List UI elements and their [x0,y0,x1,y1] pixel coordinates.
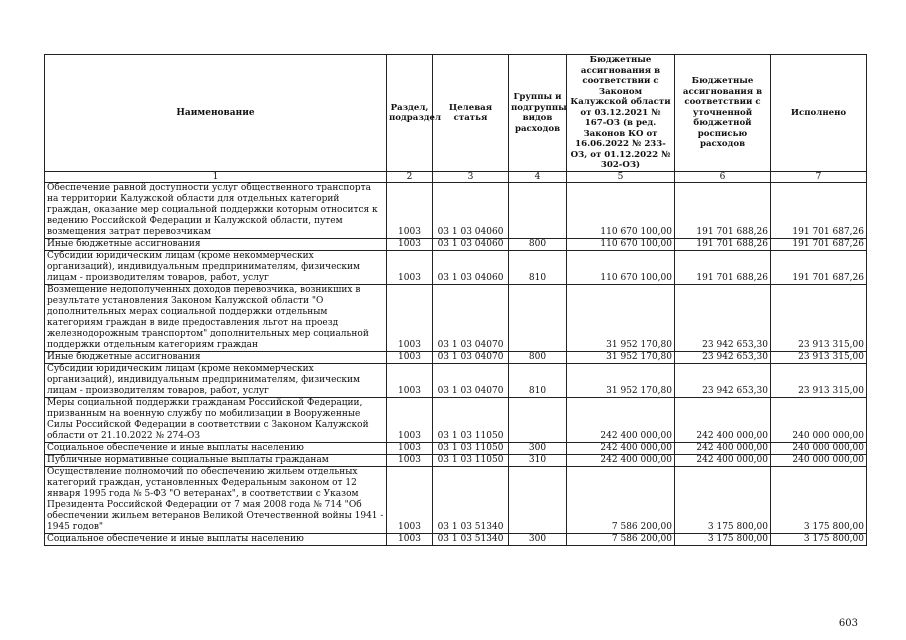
row-refined: 3 175 800,00 [675,534,771,546]
table-row [45,534,867,546]
row-group: 300 [509,443,567,455]
row-refined: 191 701 688,26 [675,183,771,239]
row-group [509,398,567,443]
row-name: Социальное обеспечение и иные выплаты населению [45,534,387,546]
row-group: 810 [509,251,567,285]
row-section: 1003 [387,285,433,352]
row-group [509,285,567,352]
row-name: Возмещение недополученных доходов перевозчика, возникших в результате установления Законом Калужской области "О дополнительных мерах социальной поддержки отдельным категориям граждан в виде предоставления льгот на проезд железнодорожным транспортом" дополнительных мер социальной поддержки отдельным категориям граждан [45,285,387,352]
row-article: 03 1 03 04070 [433,285,509,352]
table-row [45,443,867,455]
column-number: 5 [567,172,675,183]
row-article: 03 1 03 11050 [433,398,509,443]
row-assigned: 110 670 100,00 [567,183,675,239]
row-name: Социальное обеспечение и иные выплаты населению [45,443,387,455]
row-refined: 242 400 000,00 [675,398,771,443]
page-number: 603 [838,618,858,629]
table-row [45,364,867,398]
row-assigned: 31 952 170,80 [567,285,675,352]
row-assigned: 110 670 100,00 [567,251,675,285]
row-refined: 191 701 688,26 [675,251,771,285]
table-row [45,183,867,239]
header-section: Раздел, подраздел [387,55,433,172]
header-executed: Исполнено [771,55,867,172]
row-executed: 3 175 800,00 [771,534,867,546]
row-assigned: 7 586 200,00 [567,534,675,546]
column-number: 3 [433,172,509,183]
row-executed: 191 701 687,26 [771,183,867,239]
column-numbers-row [45,172,867,183]
table-row [45,352,867,364]
row-refined: 242 400 000,00 [675,455,771,467]
row-name: Субсидии юридическим лицам (кроме некоммерческих организаций), индивидуальным предпринимателям, физическим лицам - производителям товаров, работ, услуг [45,364,387,398]
table-row [45,455,867,467]
row-group: 810 [509,364,567,398]
header-refined: Бюджетные ассигнования в соответствии с уточненной бюджетной росписью расходов [675,55,771,172]
row-article: 03 1 03 04070 [433,352,509,364]
row-name: Меры социальной поддержки гражданам Российской Федерации, призванным на военную службу по мобилизации в Вооруженные Силы Российской Федерации в соответствии с Законом Калужской области от 21.10.2022 № 274-ОЗ [45,398,387,443]
row-executed: 191 701 687,26 [771,251,867,285]
row-section: 1003 [387,239,433,251]
row-group [509,467,567,534]
row-name: Публичные нормативные социальные выплаты гражданам [45,455,387,467]
row-refined: 3 175 800,00 [675,467,771,534]
row-article: 03 1 03 51340 [433,534,509,546]
row-name: Субсидии юридическим лицам (кроме некоммерческих организаций), индивидуальным предпринимателям, физическим лицам - производителям товаров, работ, услуг [45,251,387,285]
header-row [45,55,867,172]
row-section: 1003 [387,251,433,285]
row-article: 03 1 03 04060 [433,239,509,251]
row-section: 1003 [387,352,433,364]
row-refined: 23 942 653,30 [675,352,771,364]
row-article: 03 1 03 04060 [433,251,509,285]
row-refined: 191 701 688,26 [675,239,771,251]
table-row [45,239,867,251]
row-group: 800 [509,239,567,251]
table-row [45,398,867,443]
row-executed: 3 175 800,00 [771,467,867,534]
row-assigned: 242 400 000,00 [567,398,675,443]
row-article: 03 1 03 11050 [433,455,509,467]
row-section: 1003 [387,364,433,398]
row-group: 800 [509,352,567,364]
row-group: 300 [509,534,567,546]
row-refined: 23 942 653,30 [675,285,771,352]
row-refined: 242 400 000,00 [675,443,771,455]
row-article: 03 1 03 04070 [433,364,509,398]
row-assigned: 31 952 170,80 [567,352,675,364]
row-article: 03 1 03 51340 [433,467,509,534]
table-row [45,467,867,534]
row-article: 03 1 03 04060 [433,183,509,239]
row-group: 310 [509,455,567,467]
row-section: 1003 [387,443,433,455]
row-name: Осуществление полномочий по обеспечению жильем отдельных категорий граждан, установленных Федеральным законом от 12 января 1995 года № 5-ФЗ "О ветеранах", в соответствии с Указом Президента Российской Федерации от 7 мая 2008 года № 714 "Об обеспечении жильем ветеранов Великой Отечественной войны 1941 - 1945 годов" [45,467,387,534]
row-executed: 23 913 315,00 [771,364,867,398]
row-assigned: 242 400 000,00 [567,455,675,467]
column-number: 7 [771,172,867,183]
column-number: 1 [45,172,387,183]
column-number: 4 [509,172,567,183]
row-assigned: 31 952 170,80 [567,364,675,398]
row-assigned: 110 670 100,00 [567,239,675,251]
row-group [509,183,567,239]
row-name: Иные бюджетные ассигнования [45,352,387,364]
row-assigned: 7 586 200,00 [567,467,675,534]
header-article: Целевая статья [433,55,509,172]
row-section: 1003 [387,183,433,239]
header-name: Наименование [45,55,387,172]
header-assigned: Бюджетные ассигнования в соответствии с Законом Калужской области от 03.12.2021 № 167-ОЗ (в ред. Законов КО от 16.06.2022 № 233-ОЗ, от 01.12.2022 № 302-ОЗ) [567,55,675,172]
row-section: 1003 [387,455,433,467]
row-executed: 240 000 000,00 [771,398,867,443]
row-name: Обеспечение равной доступности услуг общественного транспорта на территории Калужской области для отдельных категорий граждан, оказание мер социальной поддержки которым относится к ведению Российской Федерации и Калужской области, путем возмещения затрат перевозчикам [45,183,387,239]
row-section: 1003 [387,467,433,534]
column-number: 2 [387,172,433,183]
row-refined: 23 942 653,30 [675,364,771,398]
row-name: Иные бюджетные ассигнования [45,239,387,251]
row-assigned: 242 400 000,00 [567,443,675,455]
header-group: Группы и подгруппы видов расходов [509,55,567,172]
row-executed: 23 913 315,00 [771,352,867,364]
row-executed: 191 701 687,26 [771,239,867,251]
row-article: 03 1 03 11050 [433,443,509,455]
row-executed: 23 913 315,00 [771,285,867,352]
column-number: 6 [675,172,771,183]
table-row [45,251,867,285]
row-executed: 240 000 000,00 [771,443,867,455]
row-section: 1003 [387,534,433,546]
row-section: 1003 [387,398,433,443]
budget-table [44,54,867,546]
table-row [45,285,867,352]
row-executed: 240 000 000,00 [771,455,867,467]
